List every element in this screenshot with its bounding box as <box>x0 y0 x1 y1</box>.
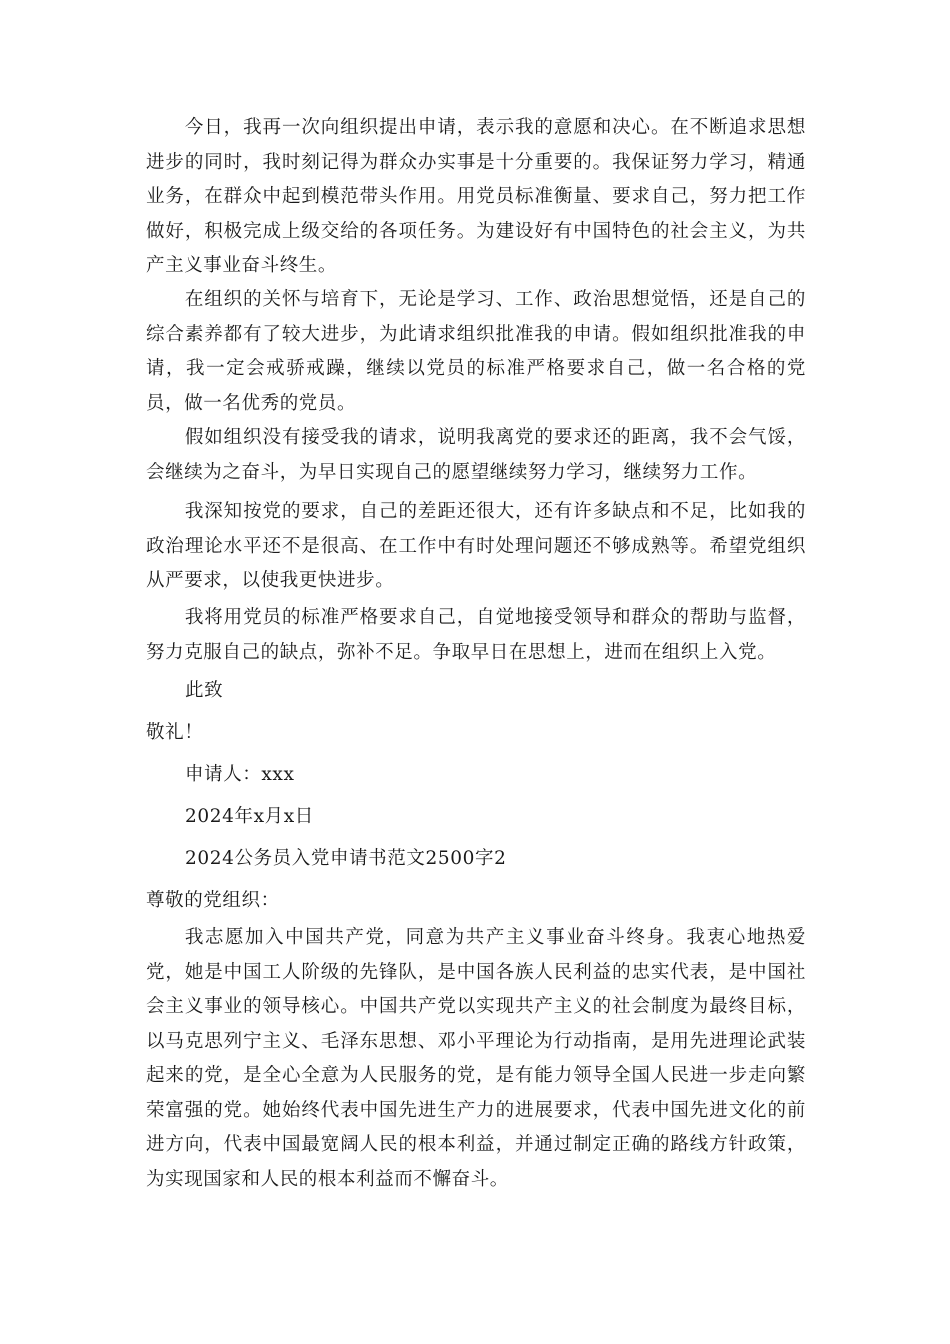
closing-line: 此致 <box>185 680 224 701</box>
paragraph-4: 我深知按党的要求，自己的差距还很大，还有许多缺点和不足，比如我的政治理论水平还不是很高、在工作中有时处理问题还不够成熟等。希望党组织从严要求，以使我更快进步。 <box>146 501 806 591</box>
paragraph-body2: 我志愿加入中国共产党，同意为共产主义事业奋斗终身。我衷心地热爱党，她是中国工人阶级的先锋队，是中国各族人民利益的忠实代表，是中国社会主义事业的领导核心。中国共产党以实现共产主义的社会制度为最终目标，以马克思列宁主义、毛泽东思想、邓小平理论为行动指南，是用先进理论武装起来的党，是全心全意为人民服务的党，是有能力领导全国人民进一步走向繁荣富强的党。她始终代表中国先进生产力的进展要求，代表中国先进文化的前进方向，代表中国最宽阔人民的根本利益，并通过制定正确的路线方针政策，为实现国家和人民的根本利益而不懈奋斗。 <box>146 927 806 1190</box>
paragraph-3: 假如组织没有接受我的请求，说明我离党的要求还的距离，我不会气馁，会继续为之奋斗，为早日实现自己的愿望继续努力学习，继续努力工作。 <box>146 427 806 483</box>
greeting-line: 尊敬的党组织： <box>146 890 280 911</box>
date-line: 2024年x月x日 <box>185 806 314 827</box>
paragraph-5: 我将用党员的标准严格要求自己，自觉地接受领导和群众的帮助与监督，努力克服自己的缺点，弥补不足。争取早日在思想上，进而在组织上入党。 <box>146 607 806 663</box>
section-title: 2024公务员入党申请书范文2500字2 <box>185 848 507 869</box>
paragraph-1: 今日，我再一次向组织提出申请，表示我的意愿和决心。在不断追求思想进步的同时，我时刻记得为群众办实事是十分重要的。我保证努力学习，精通业务，在群众中起到模范带头作用。用党员标准衡量、要求自己，努力把工作做好，积极完成上级交给的各项任务。为建设好有中国特色的社会主义，为共产主义事业奋斗终生。 <box>146 117 806 276</box>
applicant-signature: 申请人：xxx <box>185 764 295 785</box>
paragraph-2: 在组织的关怀与培育下，无论是学习、工作、政治思想觉悟，还是自己的综合素养都有了较大进步，为此请求组织批准我的申请。假如组织批准我的申请，我一定会戒骄戒躁，继续以党员的标准严格要求自己，做一名合格的党员，做一名优秀的党员。 <box>146 289 806 414</box>
salute-line: 敬礼！ <box>146 722 204 743</box>
